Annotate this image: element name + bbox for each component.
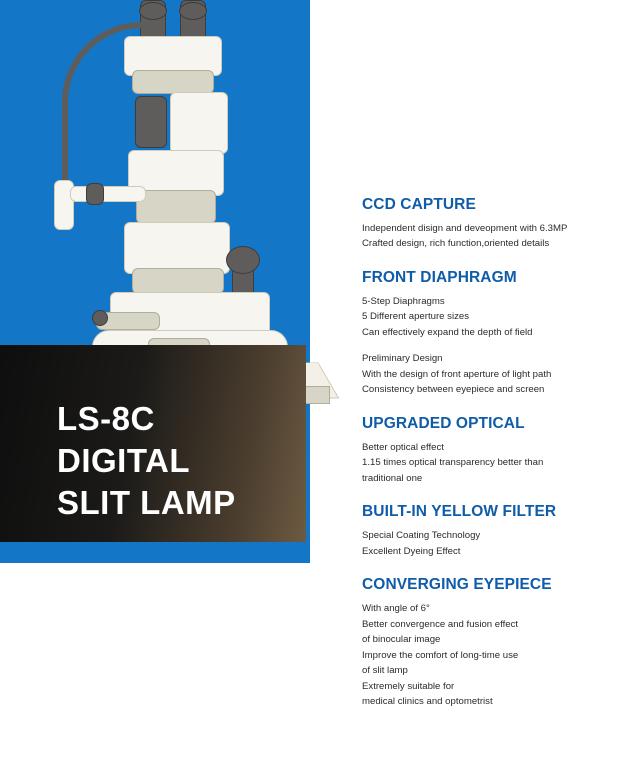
- feature-paragraph: [362, 601, 614, 710]
- eyepiece-right-lens: [179, 2, 207, 20]
- feature-line: Can effectively expand the depth of field: [362, 326, 533, 338]
- feature-heading: BUILT-IN YELLOW FILTER: [362, 503, 557, 521]
- feature-paragraph: [362, 440, 614, 487]
- feature-line: Better optical effect: [362, 441, 444, 453]
- feature-heading: CCD CAPTURE: [362, 196, 476, 213]
- feature-line: Better convergence and fusion effect: [362, 618, 519, 630]
- feature-heading: UPGRADED OPTICAL: [362, 414, 525, 432]
- feature-section-converging-eyepiece: [362, 576, 614, 710]
- feature-section-front-diaphragm: [362, 269, 614, 398]
- objective-housing: [124, 222, 230, 274]
- optical-housing: [170, 92, 228, 154]
- joystick-knob: [226, 246, 260, 274]
- feature-line: of binocular image: [362, 634, 441, 646]
- eyepiece-left-lens: [139, 2, 167, 20]
- feature-line: Independent disign and deveopment with 6.3MP: [362, 222, 568, 234]
- product-title: [57, 398, 307, 525]
- feature-section-built-in-yellow-filter: [362, 503, 614, 559]
- rail-slider: [86, 183, 104, 205]
- feature-line: With angle of 6°: [362, 602, 430, 614]
- prism-housing: [136, 190, 216, 224]
- feature-section-ccd-capture: [362, 196, 614, 252]
- feature-heading: FRONT DIAPHRAGM: [362, 268, 517, 286]
- product-title-line-1: LS-8C: [57, 400, 155, 437]
- feature-line: medical clinics and optometrist: [362, 696, 493, 708]
- feature-paragraph: [362, 221, 614, 252]
- adjust-knob: [92, 310, 108, 326]
- feature-line: Special Coating Technology: [362, 530, 481, 542]
- feature-line: of slit lamp: [362, 665, 408, 677]
- lamp-arm: [62, 22, 158, 192]
- feature-line: Preliminary Design: [362, 353, 443, 365]
- feature-paragraph: [362, 528, 614, 559]
- feature-paragraph: [362, 351, 614, 398]
- product-title-line-2: DIGITAL: [57, 442, 191, 480]
- feature-line: Consistency between eyepiece and screen: [362, 384, 545, 396]
- feature-section-upgraded-optical: [362, 415, 614, 486]
- feature-line: traditional one: [362, 472, 423, 484]
- feature-line: 5-Step Diaphragms: [362, 295, 445, 307]
- objective-collar: [132, 268, 224, 294]
- horizontal-rail: [70, 186, 146, 202]
- feature-line: 1.15 times optical transparency better than: [362, 457, 544, 469]
- feature-line: Improve the comfort of long-time use: [362, 649, 519, 661]
- feature-line: Excellent Dyeing Effect: [362, 545, 461, 557]
- feature-paragraph: [362, 294, 614, 341]
- feature-line: With the design of front aperture of light path: [362, 368, 552, 380]
- feature-list: [362, 196, 614, 727]
- feature-line: Extremely suitable for: [362, 680, 455, 692]
- feature-line: 5 Different aperture sizes: [362, 311, 470, 323]
- product-title-line-3: SLIT LAMP: [57, 484, 236, 522]
- feature-line: Crafted design, rich function,oriented details: [362, 238, 550, 250]
- feature-heading: CONVERGING EYEPIECE: [362, 576, 552, 594]
